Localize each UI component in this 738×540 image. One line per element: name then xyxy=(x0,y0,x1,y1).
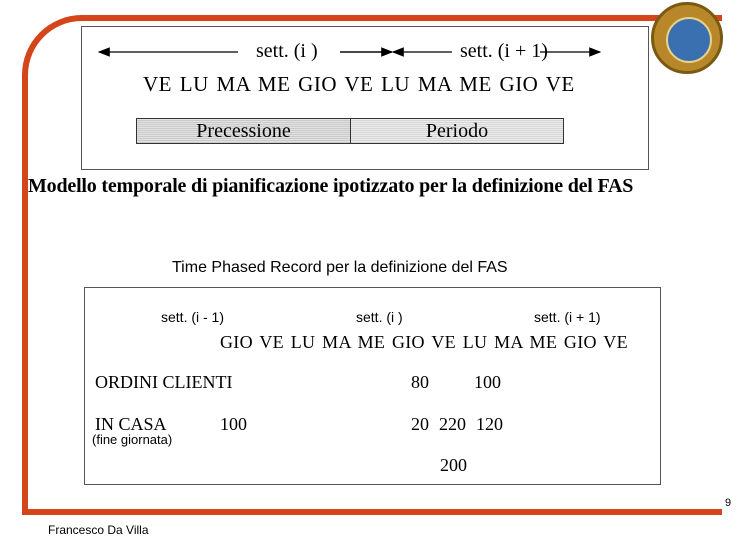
in-casa-value-gio-prev: 100 xyxy=(220,414,247,434)
week-label-i-minus-1: sett. (i - 1) xyxy=(161,309,225,325)
periodo-segment: Periodo xyxy=(351,119,563,143)
phase-bar xyxy=(136,118,564,144)
weekday-sequence-2: GIO VE LU MA ME GIO VE LU MA ME GIO VE xyxy=(220,332,628,352)
ordini-value-gio: 80 xyxy=(411,372,429,392)
extra-value: 200 xyxy=(440,455,467,475)
week-label-i-plus-1: sett. (i + 1) xyxy=(460,40,548,62)
in-casa-label: IN CASA xyxy=(95,414,167,434)
page-number: 9 xyxy=(725,497,732,509)
in-casa-value-gio: 20 xyxy=(411,414,429,434)
author-name: Francesco Da Villa xyxy=(48,523,149,537)
ordini-clienti-label: ORDINI CLIENTI xyxy=(95,372,233,392)
in-casa-value-lu: 120 xyxy=(476,414,503,434)
week-label-i: sett. (i ) xyxy=(256,40,318,62)
in-casa-value-ve: 220 xyxy=(439,414,466,434)
diagram2-title: Time Phased Record per la definizione del FAS xyxy=(172,259,508,276)
week-label-i-plus-1-2: sett. (i + 1) xyxy=(534,309,601,325)
ordini-value-lu: 100 xyxy=(474,372,501,392)
weekday-sequence: VE LU MA ME GIO VE LU MA ME GIO VE xyxy=(143,72,575,96)
diagram1-caption: Modello temporale di pianificazione ipotizzato per la definizione del FAS xyxy=(28,175,634,197)
fine-giornata-note: (fine giornata) xyxy=(92,432,173,447)
precessione-segment: Precessione xyxy=(137,119,351,143)
week-label-i-2: sett. (i ) xyxy=(356,309,403,325)
